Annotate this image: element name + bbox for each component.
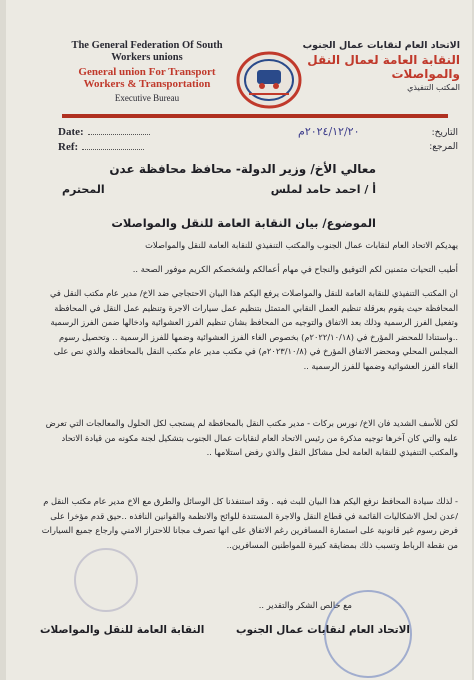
ref-field [58,141,144,153]
union-name-en: General union For Transport Workers & Transportation [78,66,216,90]
body-paragraph-1: ان المكتب التنفيذي للنقابة العامة للنقل والمواصلات يرفع اليكم هذا البيان الاحتجاجي ضد الاخ/ مدير عام مكتب النقل في المحافظة حيث يقوم بعرقلة تنظيم العمل النقابي المتمثل بتنظيم عمل سيارات الاجرة وتنظيم عمل النقل في المحافظة وتفعيل الفرز الرسمية وذلك بعد الاتفاق والتوجيه من المحافظ بشان تنظيم الفرز العشوائية وادخالها ضمن الفرز الرسمية ..واستنادا للمحضر المؤرخ في (٢٠٢٢/١٠/١٨م) بخصوص الغاء الفرز العشوائية وضمها للفرز الرسمية .. وتحصيل رسوم المجلس المحلي ومحضر الاتفاق المؤرخ في (٢٠٢٣/١٠/٨م) في مكتب مدير عام مكتب النقل بالمحافظة والذي نص على الغاء الفرز العشوائية وضمها للفرز الرسمية .. [49,288,458,371]
arabic-letterhead [280,40,460,92]
union-name-ar: النقابة العامة لعمال النقل والمواصلات [307,53,460,81]
bureau-name-en: Executive Bureau [114,93,180,103]
signature-transport-union: النقابة العامة للنقل والمواصلات [40,624,205,636]
body-paragraph-2: لكن للأسف الشديد فان الاخ/ نورس بركات - مدير مكتب النقل بالمحافظة لم يستجب لكل الحلول والمعالجات التي تعرض عليه والتي كان آخرها توجيه مذكرة من رئيس الاتحاد العام لنقابات عمال الجنوب بتشكيل لجنة مكونه من قيادة الاتحاد والمكتب التنفيذي للنقابة العامة لحل مشاكل النقل والذي رفض استلامها .. [45,418,458,458]
federation-name-en: The General Federation Of South Workers unions [71,40,223,63]
subject-line: الموضوع/ بيان النقابة العامة للنقل والمواصلات [111,216,376,230]
english-letterhead [62,40,232,103]
intro-paragraph: يهديكم الاتحاد العام لنقابات عمال الجنوب والمكتب التنفيذي للنقابة العامة للنقل والمواصلات [145,240,458,250]
ref-label: Ref: [58,141,79,153]
recipient-name: أ / احمد حامد لملس [270,183,376,196]
honorific: المحترم [62,183,105,196]
letter-paper [6,0,472,680]
federation-name-ar: الاتحاد العام لنقابات عمال الجنوب [302,40,460,51]
date-label-ar: التاريخ: [431,128,458,138]
date-label: Date: [58,126,84,138]
body-paragraph-3: - لذلك سيادة المحافظ نرفع اليكم هذا البيان للبث فيه . وقد استنفذنا كل الوسائل والطرق مع الاخ مدير عام مكتب النقل م /عدن لحل الاشكاليات القائمة في قطاع النقل والاجرة المستندة للوائح والانظمة والقوانين النافذه ..حيق قدم مؤخرا على فرض رسوم غير قانونية على استمارة المسافرين رغم الاتفاق على انها تصرف مجانا للاحتراز الامني وارجاع جميع السيارات من نقطة الرباط وتسبب ذلك بمضايقة كبيرة للمواطنين المسافرين.. [41,496,458,550]
date-field [58,126,150,138]
faded-stamp [74,548,138,612]
closing-line: مع خالص الشكر والتقدير .. [258,600,352,610]
handwritten-date: ٢٠٢٤/١٢/٢٠م [298,125,360,138]
letterhead-rule [62,114,448,118]
signature-federation: الاتحاد العام لنقابات عمال الجنوب [236,624,410,636]
ref-label-ar: المرجع: [429,142,458,152]
bureau-name-ar: المكتب التنفيذي [407,83,460,92]
recipient-line: معالي الأخ/ وزير الدولة- محافظ محافظة عدن [109,162,376,176]
greeting-paragraph: أطيب التحيات متمنين لكم التوفيق والنجاح في مهام أعمالكم ولشخصكم الكريم موفور الصحة .. [132,264,458,274]
